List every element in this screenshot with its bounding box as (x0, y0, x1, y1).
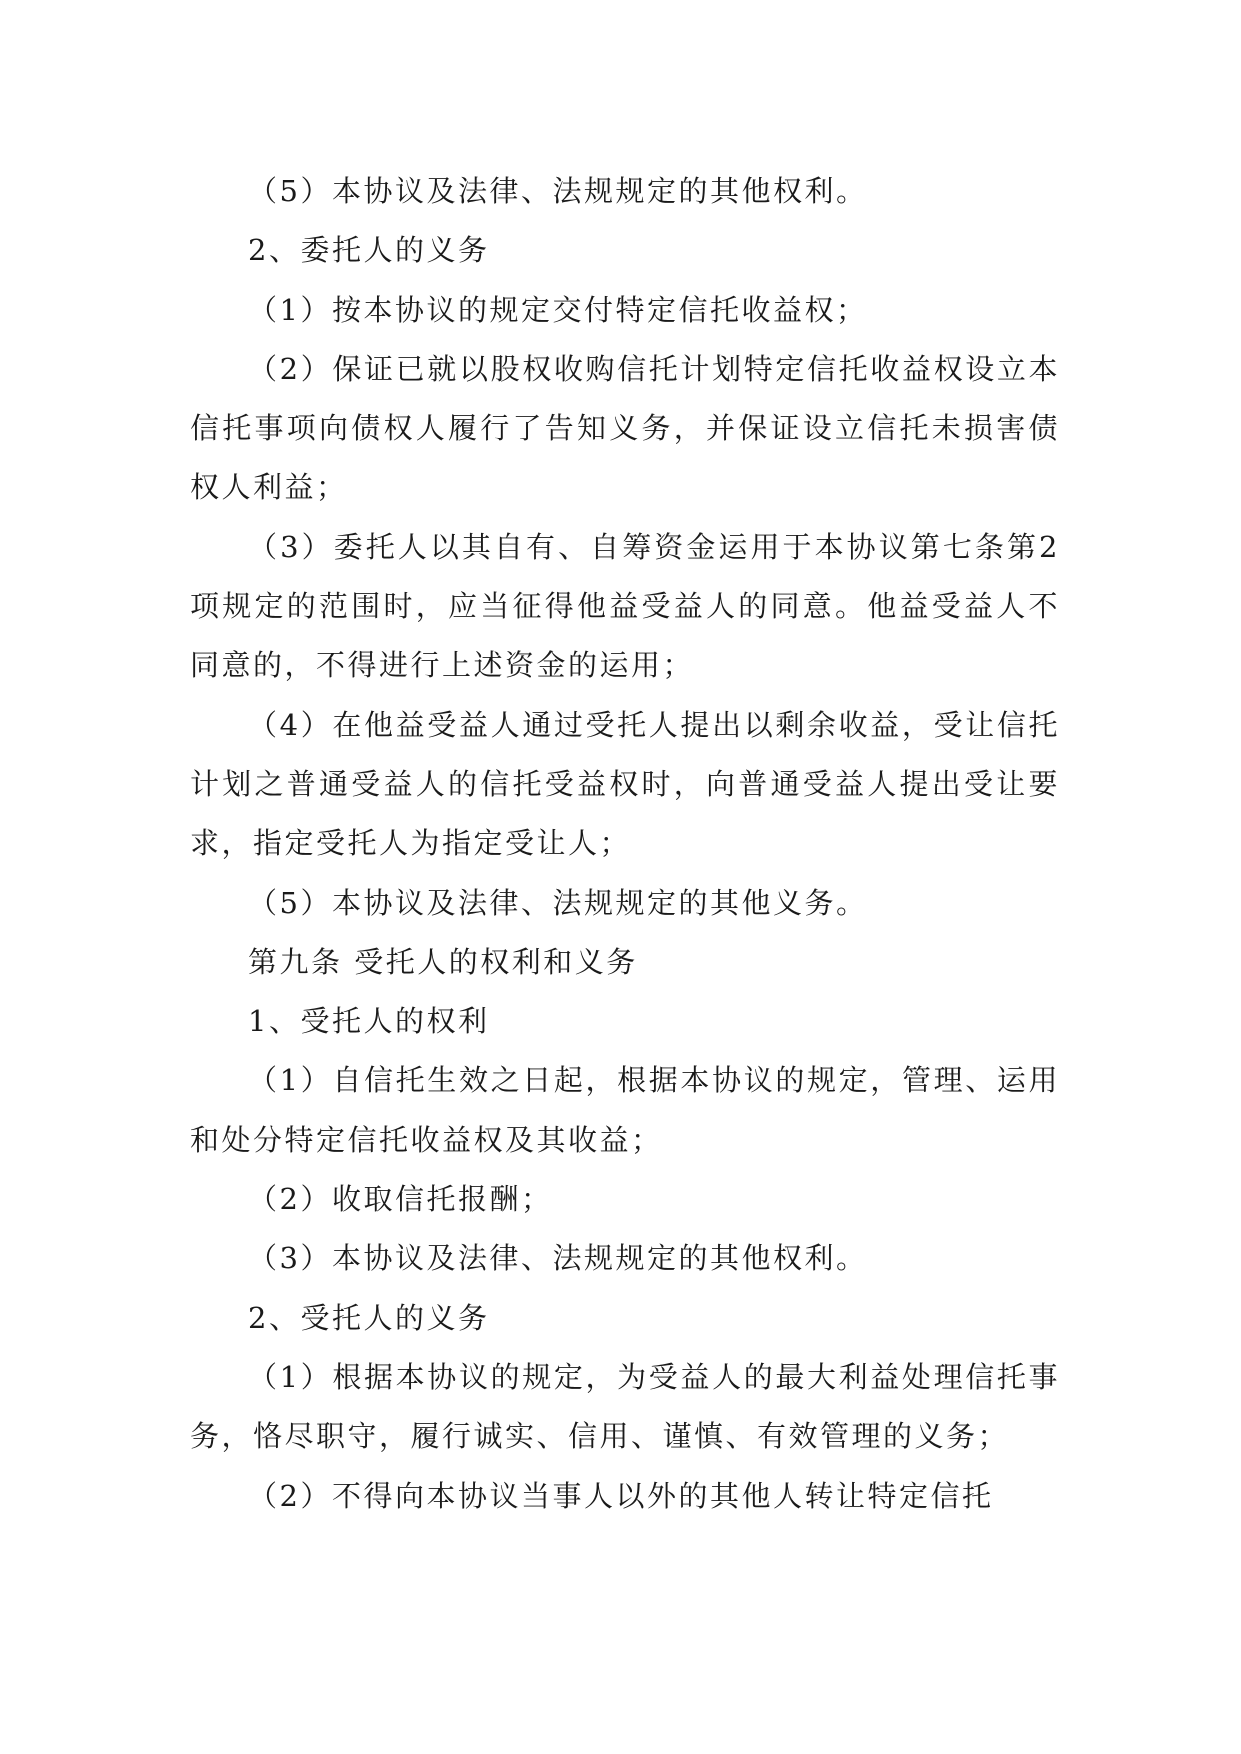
paragraph-other-rights: （5）本协议及法律、法规规定的其他权利。 (248, 174, 868, 208)
paragraph-settlor-obligation-2: （2）保证已就以股权收购信托计划特定信托收益权设立本信托事项向债权人履行了告知义务，并保证设立信托未损害债权人利益； (190, 351, 1060, 505)
paragraph-settlor-obligation-3: （3）委托人以其自有、自筹资金运用于本协议第七条第2项规定的范围时，应当征得他益受益人的同意。他益受益人不同意的，不得进行上述资金的运用； (190, 529, 1060, 683)
paragraph-settlor-obligation-4: （4）在他益受益人通过受托人提出以剩余收益，受让信托计划之普通受益人的信托受益权时，向普通受益人提出受让要求，指定受托人为指定受让人； (190, 707, 1060, 861)
document-body (190, 162, 1060, 1526)
paragraph-settlor-obligation-1: （1）按本协议的规定交付特定信托收益权； (248, 292, 868, 327)
heading-trustee-obligations: 2、受托人的义务 (248, 1300, 490, 1335)
paragraph-trustee-right-1: （1）自信托生效之日起，根据本协议的规定，管理、运用和处分特定信托收益权及其收益； (190, 1063, 1060, 1157)
heading-settlor-obligations: 2、委托人的义务 (248, 233, 490, 268)
heading-trustee-rights: 1、受托人的权利 (248, 1004, 490, 1039)
paragraph-trustee-obligation-2: （2）不得向本协议当事人以外的其他人转让特定信托 (248, 1478, 994, 1513)
paragraph-trustee-right-3: （3）本协议及法律、法规规定的其他权利。 (248, 1241, 868, 1276)
paragraph-trustee-right-2: （2）收取信托报酬； (248, 1182, 553, 1217)
paragraph-trustee-obligation-1: （1）根据本协议的规定，为受益人的最大利益处理信托事务，恪尽职守，履行诚实、信用、谨慎、有效管理的义务； (190, 1359, 1060, 1454)
paragraph-settlor-obligation-5: （5）本协议及法律、法规规定的其他义务。 (248, 885, 868, 920)
heading-article-9: 第九条 受托人的权利和义务 (248, 944, 638, 979)
